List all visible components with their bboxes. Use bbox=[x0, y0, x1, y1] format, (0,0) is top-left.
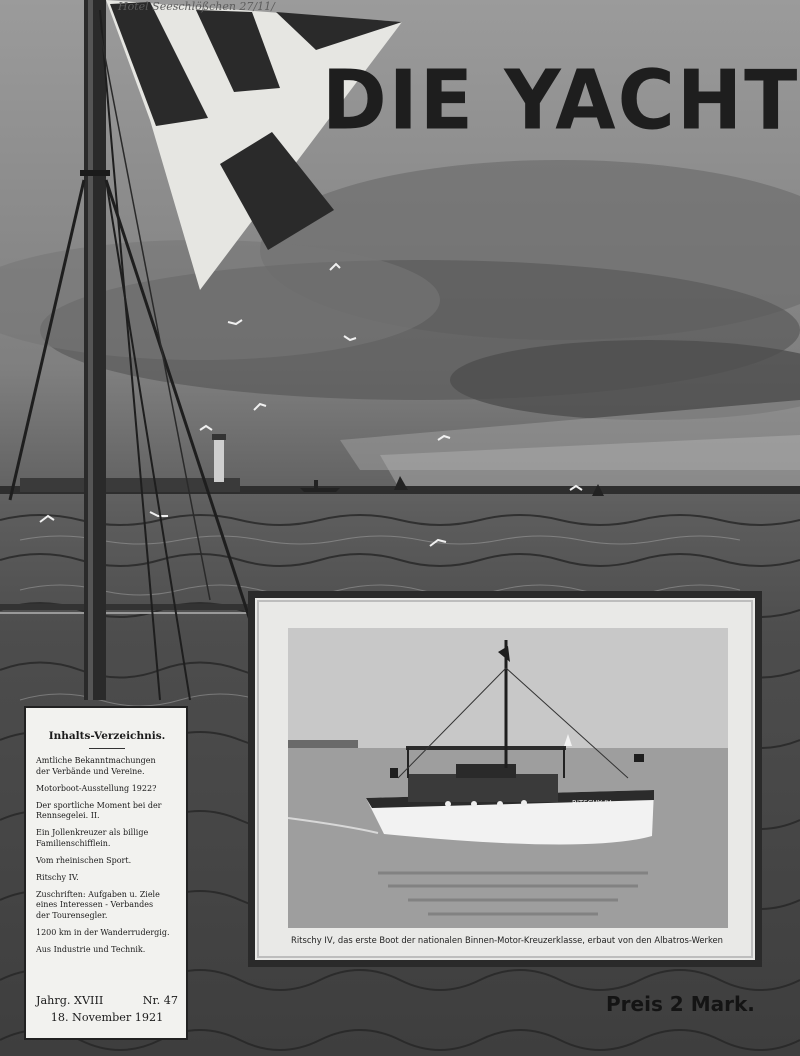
contents-list bbox=[36, 756, 178, 955]
contents-item: Aus Industrie und Technik. bbox=[36, 944, 146, 954]
storm-clouds bbox=[0, 160, 800, 490]
issue-date: 18. November 1921 bbox=[50, 1011, 164, 1024]
photo-caption: Ritschy IV, das erste Boot der nationalen Binnen-Motor-Kreuzerklasse, erbaut von den Albatros-Werken bbox=[291, 935, 723, 945]
volume-number: Jahrg. XVIII bbox=[36, 994, 104, 1007]
contents-item: 1200 km in der Wanderrudergig. bbox=[36, 927, 170, 937]
contents-item: Der sportliche Moment bei der Rennsegelei. II. bbox=[36, 800, 162, 820]
contents-item: Zuschriften: Aufgaben u. Ziele eines Interessen - Verbandes der Tourensegler. bbox=[36, 889, 160, 920]
contents-box bbox=[24, 706, 188, 1040]
issue-info bbox=[36, 994, 178, 1024]
magazine-title: DIE YACHT bbox=[322, 53, 800, 149]
railing bbox=[0, 604, 250, 614]
contents-heading: Inhalts-Verzeichnis. bbox=[48, 730, 166, 742]
contents-item: Ritschy IV. bbox=[36, 872, 79, 882]
contents-item: Vom rheinischen Sport. bbox=[36, 855, 132, 865]
contents-item: Amtliche Bekanntmachungen der Verbände und Vereine. bbox=[36, 756, 156, 776]
contents-rule bbox=[89, 748, 125, 749]
issue-number: Nr. 47 bbox=[142, 994, 178, 1007]
handwritten-note: Hotel Seeschlößchen 27/11/ bbox=[118, 0, 275, 13]
boat-name: RITSCHY IV bbox=[572, 799, 612, 807]
contents-item: Ein Jollenkreuzer als billige Familienschifflein. bbox=[36, 828, 149, 848]
motor-yacht-photo bbox=[288, 628, 728, 928]
price-label: Preis 2 Mark. bbox=[606, 992, 755, 1016]
cover-photo bbox=[288, 628, 728, 928]
contents-item: Motorboot-Ausstellung 1922? bbox=[36, 783, 157, 793]
